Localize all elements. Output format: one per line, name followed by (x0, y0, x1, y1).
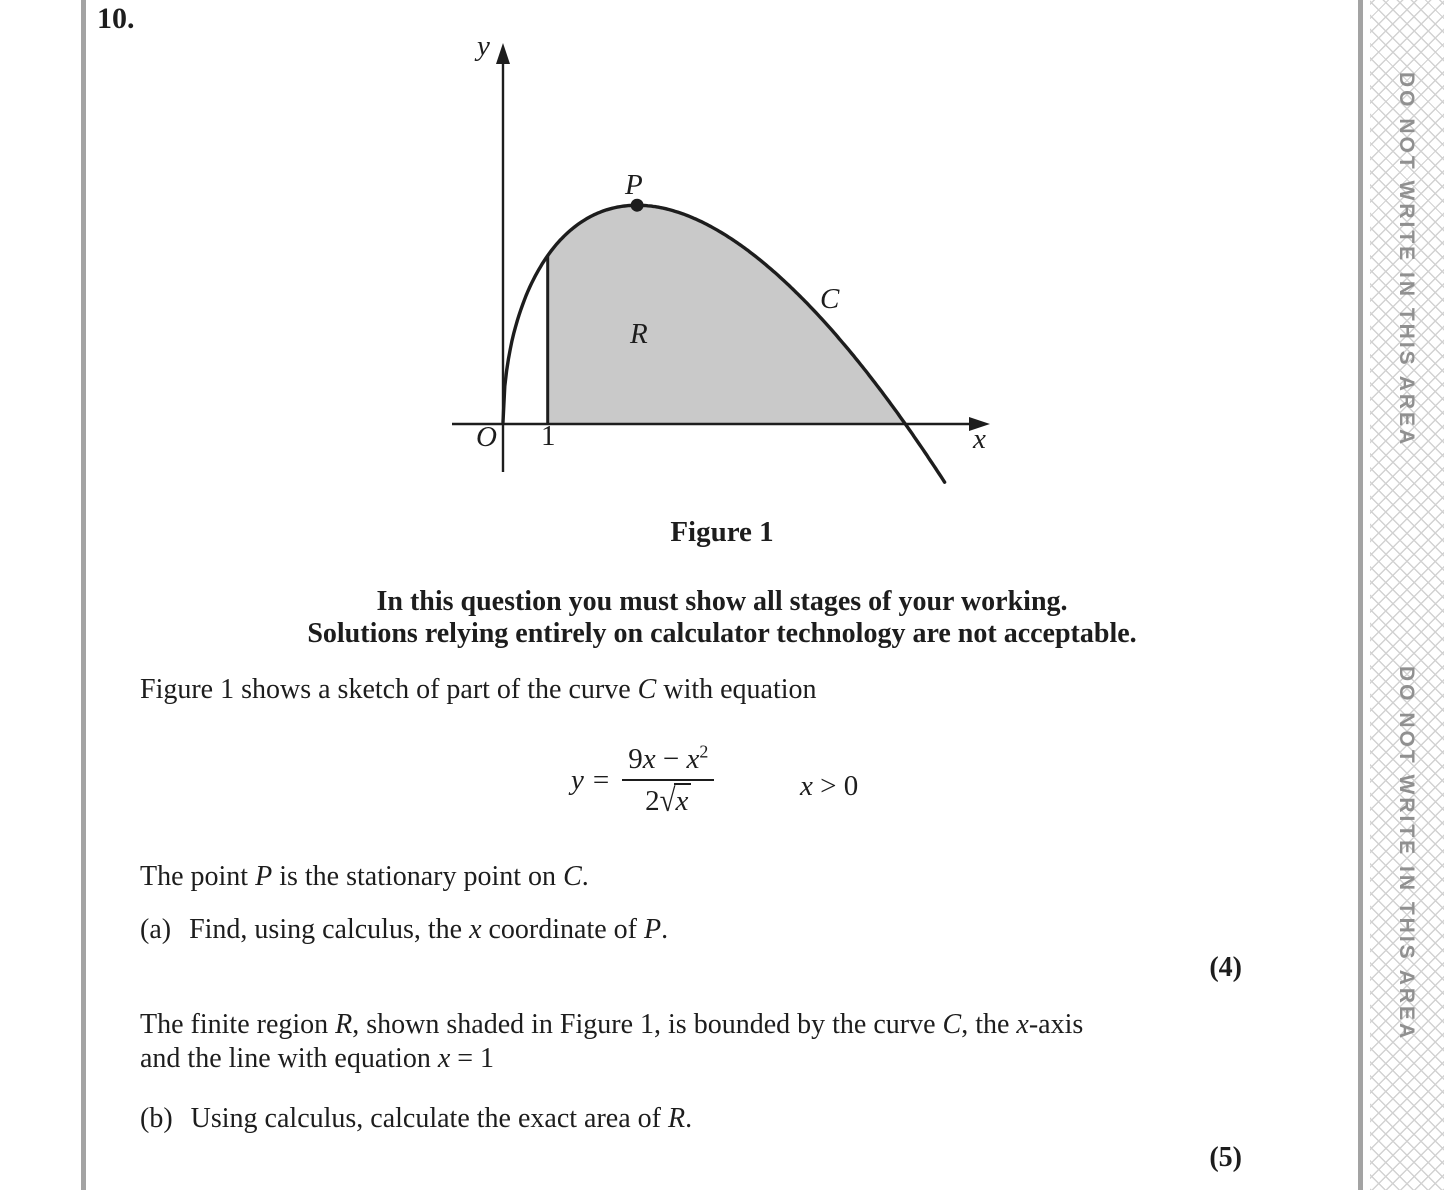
part-a-label: (a) (140, 914, 172, 945)
point-c: C (563, 861, 582, 892)
region-x2: x (437, 1043, 451, 1074)
part-a-text-2: coordinate of (481, 914, 644, 945)
shaded-region-r (548, 205, 906, 424)
question-part-a (140, 913, 1260, 947)
domain-condition (800, 770, 858, 803)
figure-caption: Figure 1 (670, 516, 774, 548)
region-r-label: R (630, 318, 648, 350)
fraction-bar (622, 779, 714, 781)
intro-text: Figure 1 shows a sketch of part of the curve (140, 674, 638, 705)
equation-fraction (622, 742, 714, 819)
curve-plot (436, 32, 1011, 497)
num-exponent: 2 (699, 741, 709, 762)
region-c: C (942, 1009, 962, 1040)
region-text-2: , shown shaded in Figure 1, is bounded by the curve (352, 1009, 943, 1040)
marks-part-a: (4) (1209, 952, 1242, 983)
figure-1-sketch (436, 32, 1011, 497)
right-margin-rule (1358, 0, 1363, 1190)
region-text-4: -axis (1028, 1009, 1084, 1040)
y-axis-arrow-icon (496, 43, 510, 64)
den-variable: x (674, 783, 692, 816)
equals-sign: = (592, 763, 610, 796)
question-part-b (140, 1102, 1260, 1136)
region-r: R (335, 1009, 353, 1040)
curve-c-label: C (820, 283, 840, 315)
calculator-warning-line1: In this question you must show all stages of your working. (376, 586, 1068, 617)
den-coefficient: 2 (645, 784, 660, 817)
fraction-numerator (622, 742, 714, 777)
part-a-text-1: Find, using calculus, the (189, 914, 470, 945)
do-not-write-warning-bottom: DO NOT WRITE IN THIS AREA (1395, 666, 1418, 1042)
region-text-1: The finite region (140, 1009, 336, 1040)
x-tick-label-1: 1 (541, 420, 556, 452)
curve-equation (571, 742, 714, 819)
calculator-warning (86, 586, 1358, 650)
radical-sign: √ (659, 782, 676, 819)
region-paragraph-line1 (140, 1008, 1260, 1042)
part-b-label: (b) (140, 1103, 173, 1134)
point-text-1: The point (140, 861, 256, 892)
point-text-2: is the stationary point on (272, 861, 564, 892)
fraction-denominator (639, 783, 697, 819)
point-p: P (255, 861, 273, 892)
curve-name: C (637, 674, 657, 705)
equation-lhs: y (571, 763, 584, 796)
part-b-text-2: . (685, 1103, 693, 1134)
question-number: 10. (97, 2, 135, 35)
num-coefficient: 9 (628, 743, 643, 775)
part-a-text-3: . (661, 914, 669, 945)
part-a-p: P (644, 914, 662, 945)
condition-variable: x (800, 770, 813, 802)
point-text-3: . (581, 861, 589, 892)
stationary-point-paragraph (140, 860, 1260, 894)
origin-label: O (476, 421, 497, 453)
marks-part-b: (5) (1209, 1142, 1242, 1173)
do-not-write-warning-top: DO NOT WRITE IN THIS AREA (1395, 72, 1418, 448)
condition-inequality: > 0 (812, 770, 859, 802)
region-text-6: = 1 (450, 1043, 495, 1074)
minus-sign: − (655, 743, 687, 775)
x-axis-label: x (973, 423, 986, 455)
region-x: x (1016, 1009, 1029, 1040)
point-p-label: P (625, 169, 643, 201)
calculator-warning-line2: Solutions relying entirely on calculator technology are not acceptable. (307, 618, 1137, 649)
region-text-5: and the line with equation (140, 1043, 438, 1074)
region-paragraph-line2 (140, 1042, 1260, 1076)
part-a-x: x (469, 914, 482, 945)
num-variable-2: x (686, 743, 700, 775)
region-text-3: , the (961, 1009, 1017, 1040)
y-axis-label: y (477, 30, 490, 62)
region-paragraph (140, 1008, 1260, 1076)
part-b-text-1: Using calculus, calculate the exact area of (190, 1103, 668, 1134)
intro-paragraph (140, 673, 1260, 707)
part-b-r: R (667, 1103, 686, 1134)
num-variable-1: x (642, 743, 656, 775)
intro-text-end: with equation (656, 674, 817, 705)
